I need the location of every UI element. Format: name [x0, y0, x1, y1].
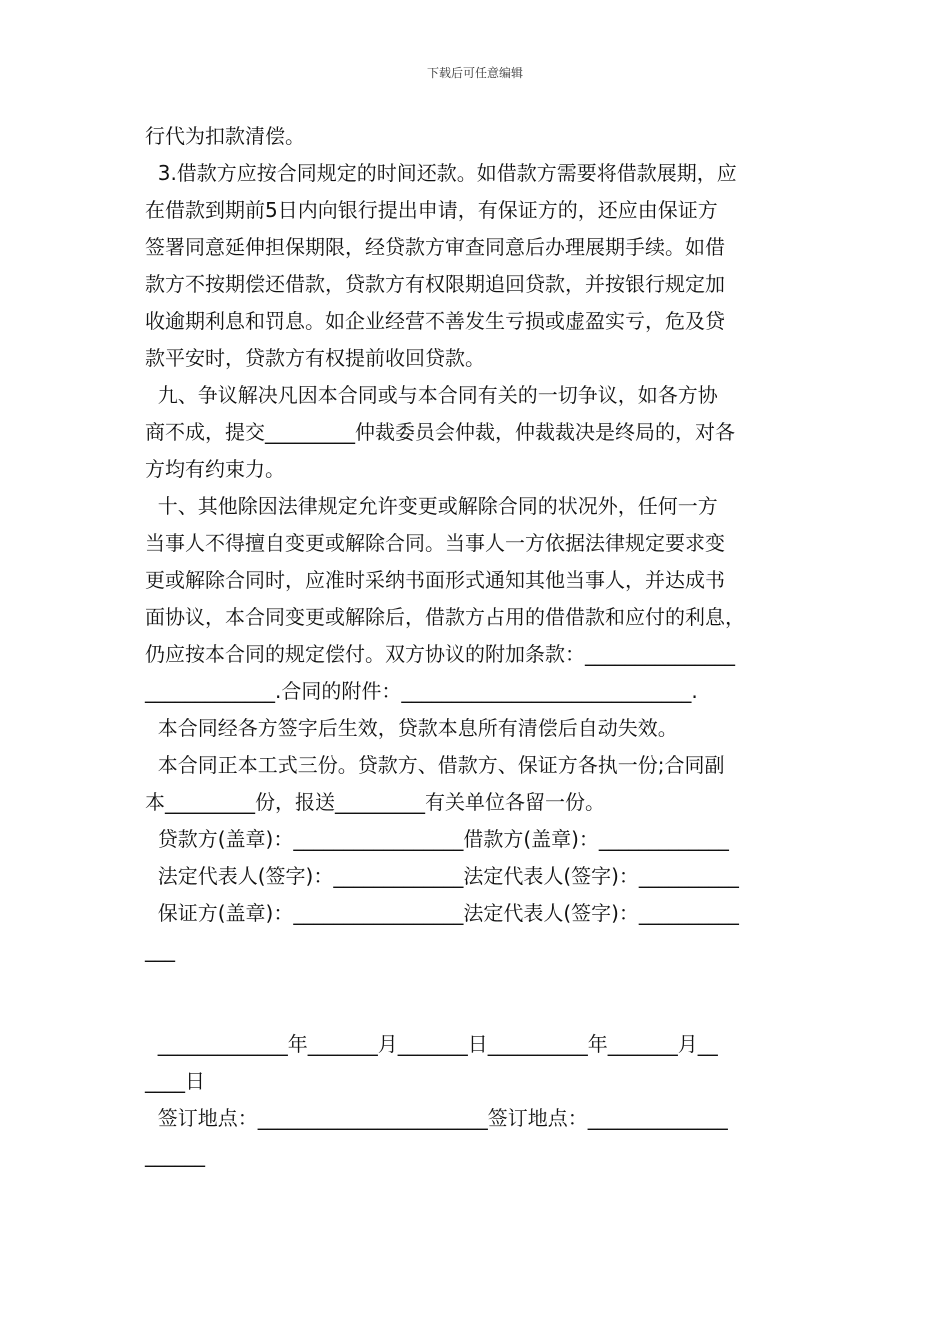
signature-line: 贷款方(盖章)：_________________借款方(盖章)：_____________ — [145, 827, 729, 851]
page-header-note: 下载后可任意编辑 — [426, 66, 523, 80]
paragraph-line: 仍应按本合同的规定偿付。双方协议的附加条款：_______________ — [145, 642, 735, 666]
paragraph-line: 当事人不得擅自变更或解除合同。当事人一方依据法律规定要求变 — [145, 531, 725, 555]
paragraph-line: 款平安时，贷款方有权提前收回贷款。 — [145, 346, 485, 370]
spacer — [145, 1006, 825, 1026]
paragraph-line: 款方不按期偿还借款，贷款方有权限期追回贷款，并按银行规定加 — [145, 272, 725, 296]
paragraph-line: 3.借款方应按合同规定的时间还款。如借款方需要将借款展期，应 — [145, 161, 737, 185]
paragraph-line: 本合同经各方签字后生效，贷款本息所有清偿后自动失效。 — [145, 716, 678, 740]
paragraph-line: 面协议，本合同变更或解除后，借款方占用的借借款和应付的利息， — [145, 605, 745, 629]
blank-line — [145, 969, 825, 1006]
signature-line: 保证方(盖章)：_________________法定代表人(签字)：__________ — [145, 901, 739, 925]
paragraph-line: 更或解除合同时，应准时采纳书面形式通知其他当事人，并达成书 — [145, 568, 725, 592]
paragraph-line: 本合同正本工式三份。贷款方、借款方、保证方各执一份;合同副 — [145, 753, 725, 777]
paragraph-line: 收逾期利息和罚息。如企业经营不善发生亏损或虚盈实亏，危及贷 — [145, 309, 725, 333]
paragraph-line: 九、争议解决凡因本合同或与本合同有关的一切争议，如各方协 — [145, 383, 718, 407]
paragraph-line: 商不成，提交_________仲裁委员会仲裁，仲裁裁决是终局的，对各 — [145, 420, 735, 444]
paragraph-line: 在借款到期前5日内向银行提出申请，有保证方的，还应由保证方 — [145, 198, 718, 222]
paragraph-line: _____________.合同的附件：_____________________________. — [145, 679, 698, 703]
paragraph-line: 方均有约束力。 — [145, 457, 285, 481]
date-line: ____日 — [145, 1069, 205, 1093]
paragraph-line: 本_________份，报送_________有关单位各留一份。 — [145, 790, 605, 814]
location-line: 签订地点：_______________________签订地点：______________ — [145, 1106, 728, 1130]
paragraph-line: 行代为扣款清偿。 — [145, 124, 305, 148]
signature-line: ___ — [145, 938, 175, 962]
date-line: _____________年_______月_______日__________年_______月__ — [145, 1032, 718, 1056]
signature-line: 法定代表人(签字)：_____________法定代表人(签字)：__________ — [145, 864, 739, 888]
paragraph-line: 十、其他除因法律规定允许变更或解除合同的状况外，任何一方 — [145, 494, 718, 518]
paragraph-line: 签署同意延伸担保期限，经贷款方审查同意后办理展期手续。如借 — [145, 235, 725, 259]
document-body — [145, 118, 825, 1174]
location-line: ______ — [145, 1143, 205, 1167]
